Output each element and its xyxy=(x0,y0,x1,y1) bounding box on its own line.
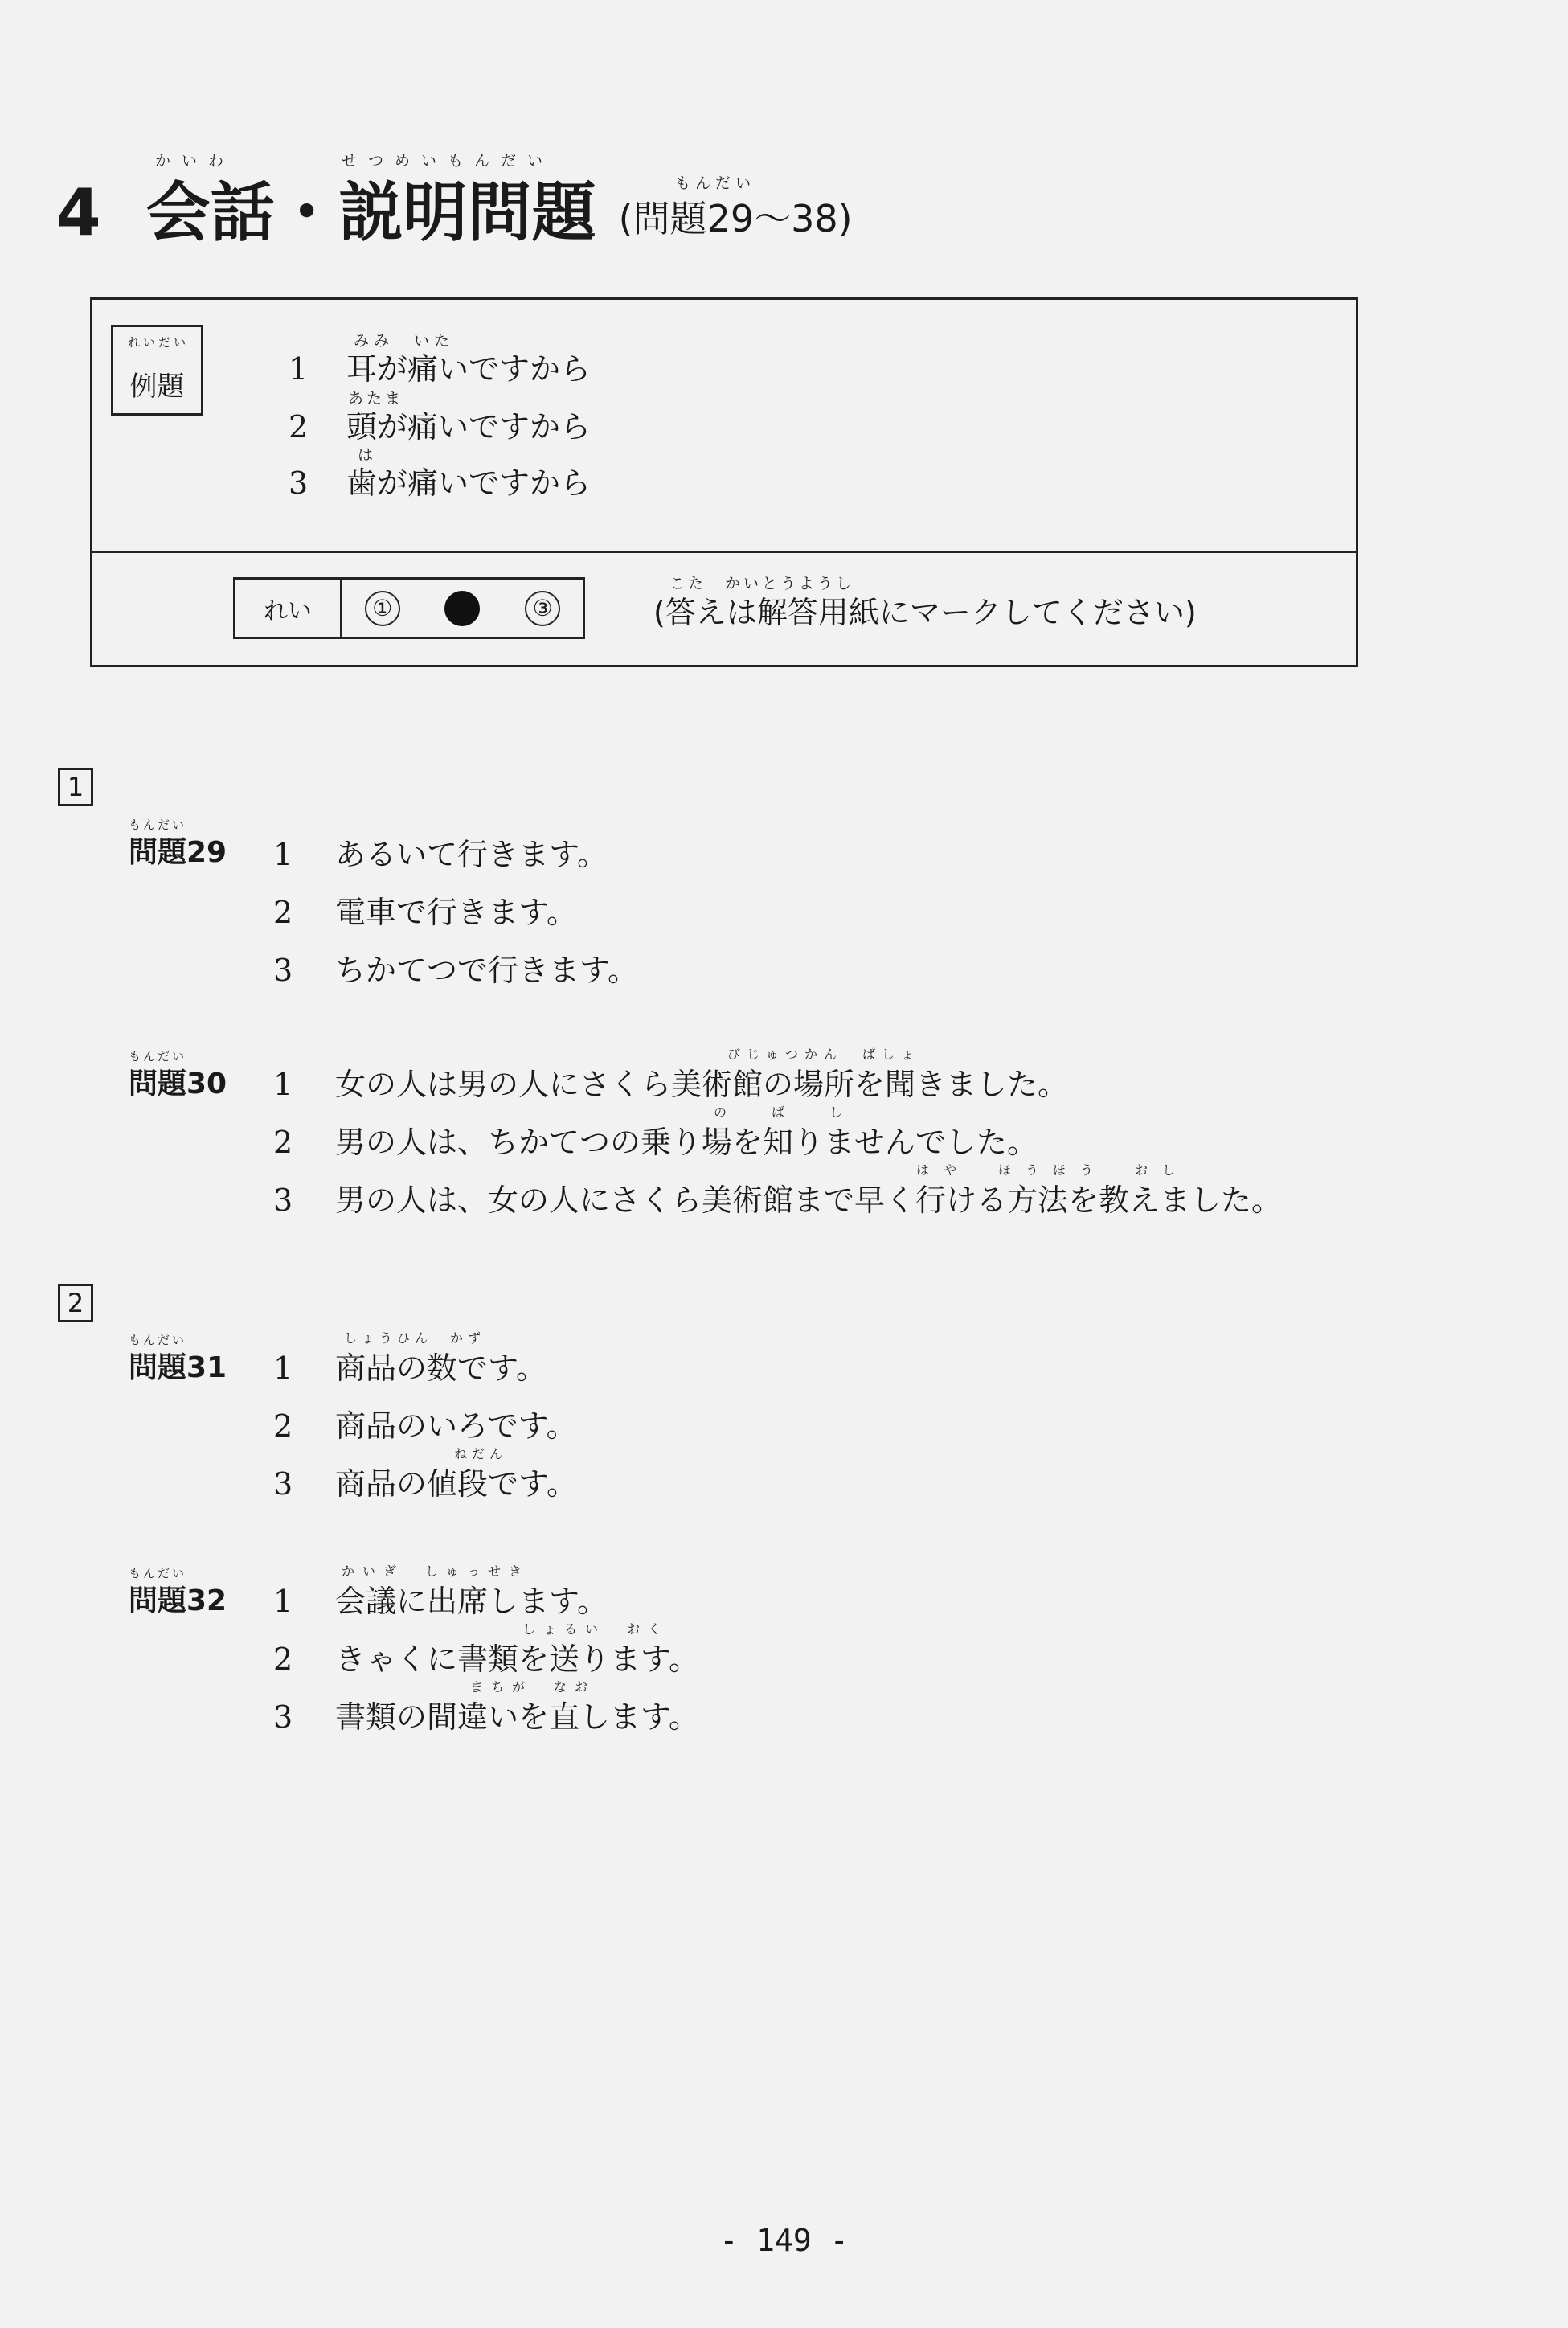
option-number: 2 xyxy=(289,409,309,445)
question-label-furigana: もんだい xyxy=(129,1566,187,1580)
section-title: 会話・説明問題 xyxy=(145,175,596,250)
question-32-option-3: 3 書類の間違いを直します。 xyxy=(273,1699,699,1735)
answer-bubbles xyxy=(342,591,583,626)
question-label-furigana: もんだい xyxy=(129,818,187,832)
option-furigana: しょるい おく xyxy=(522,1621,669,1637)
question-32-option-2: 2 きゃくに書類を送ります。 xyxy=(273,1641,699,1677)
example-option-furigana: あたま xyxy=(348,390,404,408)
question-label-furigana: もんだい xyxy=(129,1333,187,1347)
answer-instruction: (答えは解答用紙にマークしてください) xyxy=(653,595,1197,630)
question-31-option-3: 3 商品の値段です。 xyxy=(273,1466,577,1502)
question-30-option-1: 1 女の人は男の人にさくら美術館の場所を聞きました。 xyxy=(273,1067,1069,1102)
option-number: 3 xyxy=(289,465,309,501)
option-furigana: しょうひん かず xyxy=(344,1330,486,1346)
question-31-option-1: 1 商品の数です。 xyxy=(273,1350,547,1386)
question-30-option-2: 2 男の人は、ちかてつの乗り場を知りませんでした。 xyxy=(273,1125,1038,1160)
question-label-furigana: もんだい xyxy=(129,1049,187,1064)
question-label-30: 問題30 xyxy=(129,1068,227,1100)
question-label-32: 問題32 xyxy=(129,1584,227,1617)
heading-range-furigana: もんだい xyxy=(675,174,756,192)
option-furigana: はや ほうほう おし xyxy=(916,1162,1190,1178)
example-option xyxy=(289,458,591,502)
question-range: (問題29～38) xyxy=(618,197,853,240)
example-answer-sheet xyxy=(233,577,585,639)
question-label-31: 問題31 xyxy=(129,1351,227,1384)
example-option xyxy=(289,402,591,446)
question-29-option-2: 2 電車で行きます。 xyxy=(273,895,577,930)
option-text: 頭が痛いですから xyxy=(346,409,592,445)
question-31-option-2: 2 商品のいろです。 xyxy=(273,1408,577,1444)
heading-furigana-1: かいわ xyxy=(155,152,235,170)
example-label-text: 例題 xyxy=(129,371,185,403)
option-furigana: びじゅつかん ばしょ xyxy=(727,1047,921,1062)
answer-bubble-2-filled xyxy=(444,591,480,626)
heading-furigana-2: せつめいもんだい xyxy=(342,152,555,170)
option-furigana: の ば し xyxy=(714,1105,859,1120)
answer-label: れい xyxy=(235,580,342,637)
page-title xyxy=(56,175,853,250)
example-label-furigana: れいだい xyxy=(128,335,190,350)
option-text: 歯が痛いですから xyxy=(346,465,592,501)
answer-bubble-3: ③ xyxy=(525,591,560,626)
page-number: - 149 - xyxy=(719,2223,849,2258)
answer-note-furigana: こた かいとうようし xyxy=(669,575,855,592)
example-option-furigana: は xyxy=(358,446,385,464)
question-29-option-1: 1 あるいて行きます。 xyxy=(273,837,608,872)
option-text: 耳が痛いですから xyxy=(346,351,592,387)
question-30-option-3: 3 男の人は、女の人にさくら美術館まで早く行ける方法を教えました。 xyxy=(273,1182,1283,1218)
example-label xyxy=(111,325,203,416)
option-furigana: まちが なお xyxy=(470,1679,596,1695)
question-29-option-3: 3 ちかてつで行きます。 xyxy=(273,953,638,988)
section-box-2: 2 xyxy=(58,1284,93,1322)
section-number: 4 xyxy=(56,175,101,250)
option-number: 1 xyxy=(289,351,309,387)
section-box-1: 1 xyxy=(58,768,93,806)
option-furigana: かいぎ しゅっせき xyxy=(342,1564,530,1579)
example-box xyxy=(90,297,1358,667)
example-option xyxy=(289,344,591,388)
example-option-furigana: みみ いた xyxy=(354,332,455,350)
question-label-29: 問題29 xyxy=(129,836,227,869)
divider xyxy=(92,551,1356,553)
question-32-option-1: 1 会議に出席します。 xyxy=(273,1584,608,1619)
option-furigana: ねだん xyxy=(454,1446,508,1461)
answer-bubble-1: ① xyxy=(365,591,400,626)
